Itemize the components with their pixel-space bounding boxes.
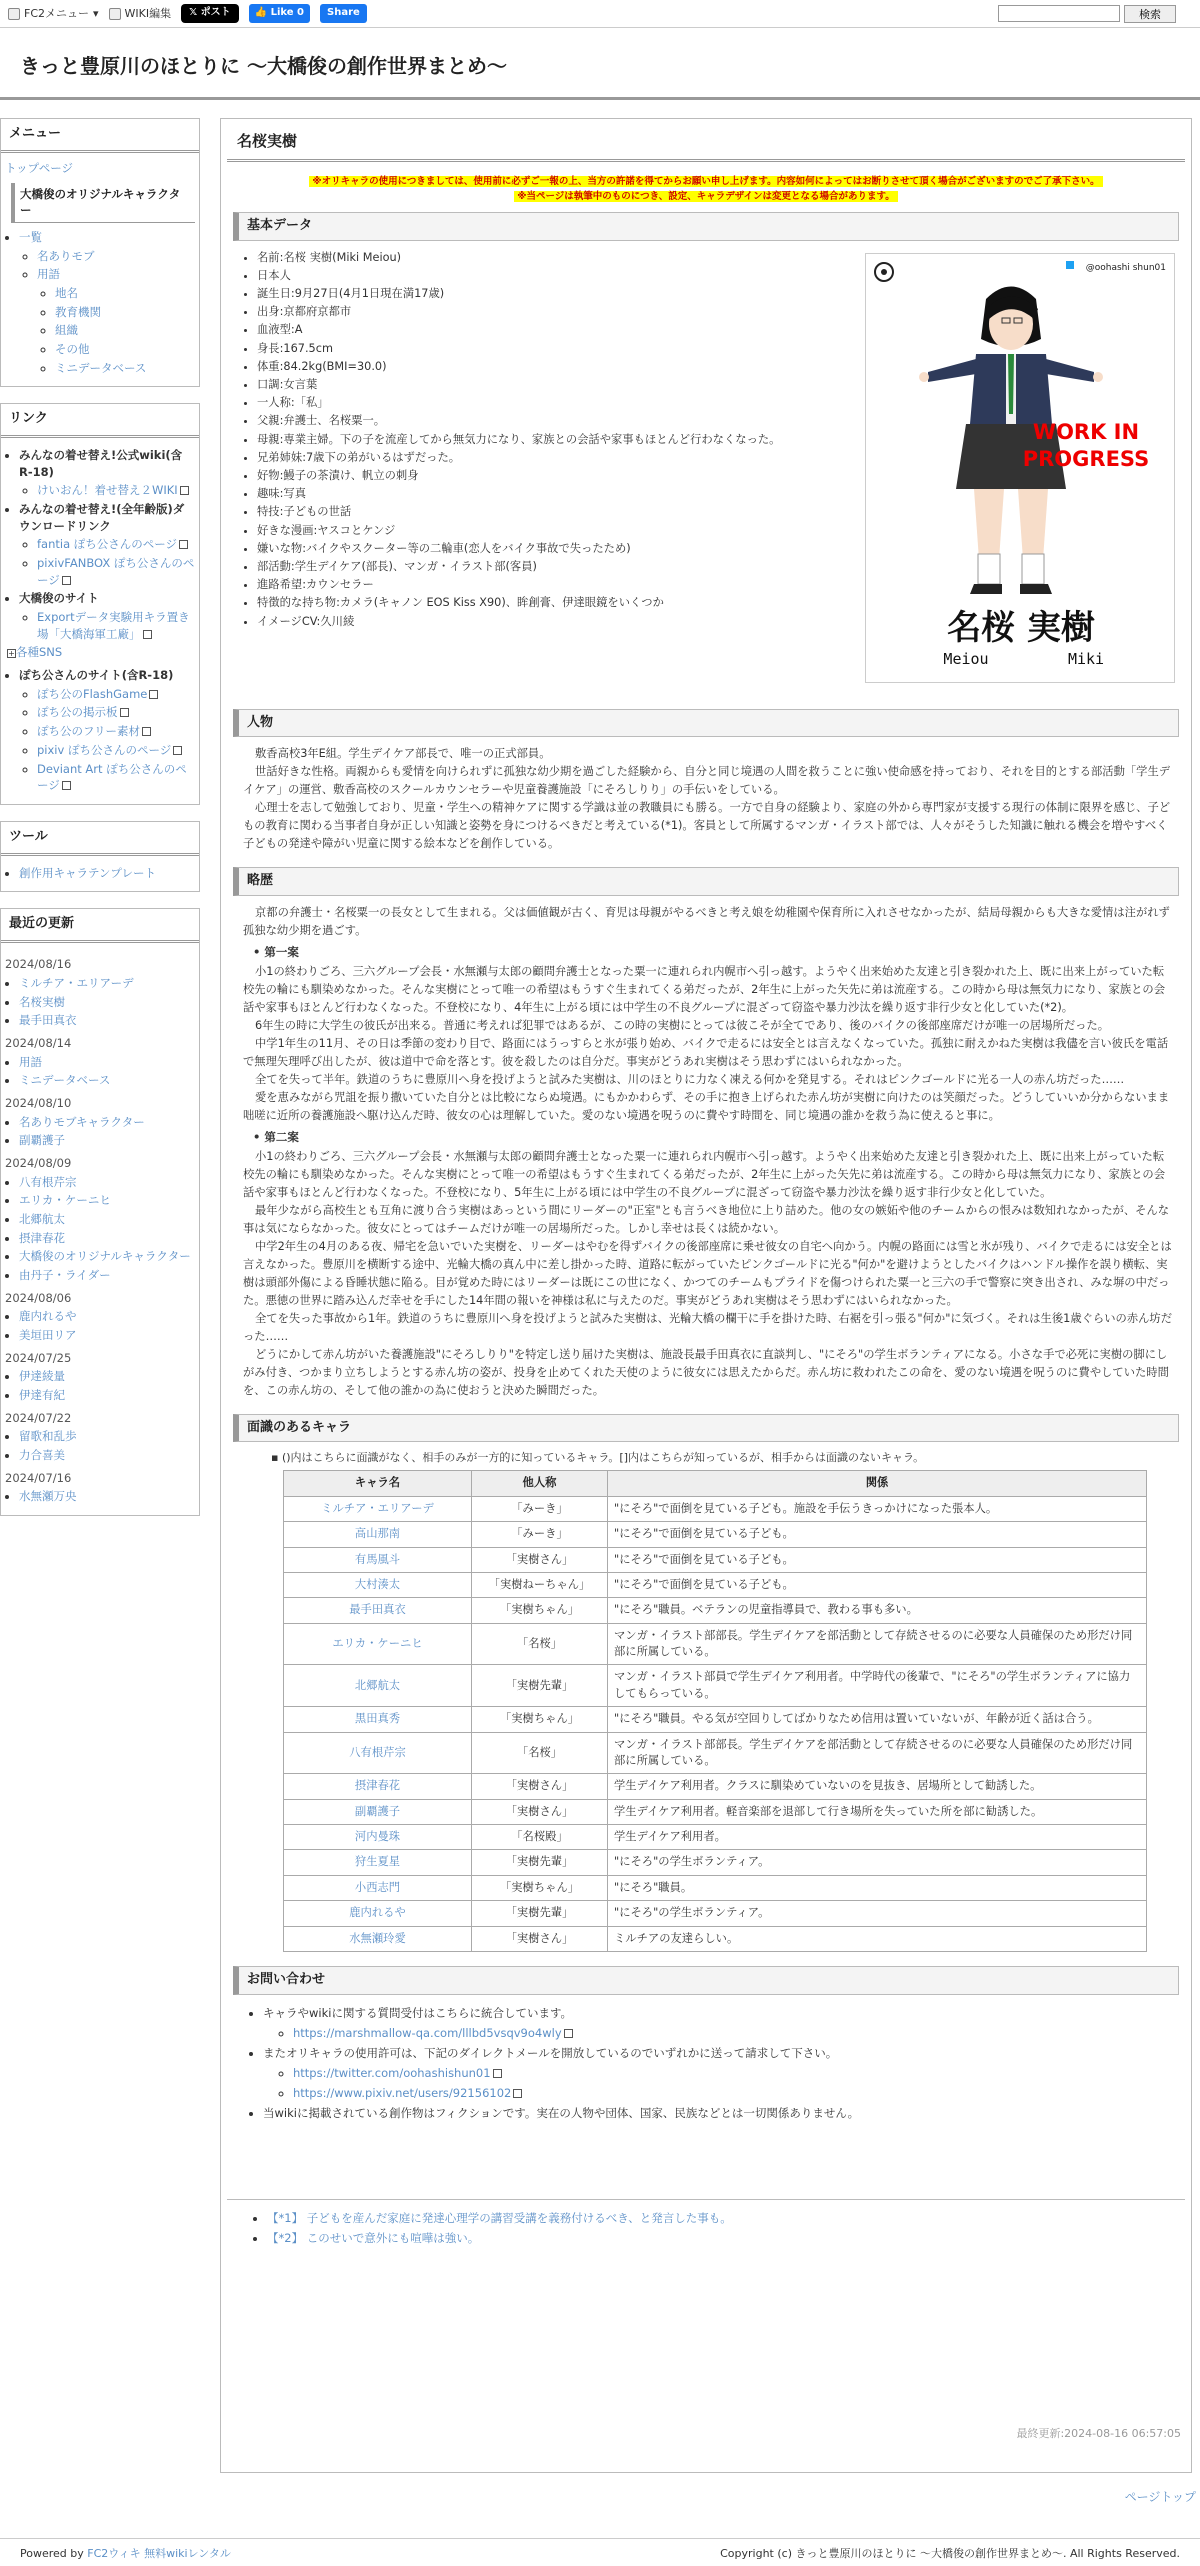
name-calligraphy: 名桜 実樹	[947, 607, 1095, 648]
call-name-cell: 「実樹先輩」	[472, 1901, 608, 1926]
relation-cell: 学生デイケア利用者。クラスに馴染めていないのを見抜き、居場所として勧誘した。	[608, 1774, 1147, 1799]
external-link-icon	[173, 746, 182, 755]
relation-cell: "にそろ"で面倒を見ている子ども。	[608, 1522, 1147, 1547]
fc2-wiki-link[interactable]: FC2ウィキ 無料wikiレンタル	[87, 2547, 231, 2560]
search-input[interactable]	[998, 5, 1120, 22]
link-export[interactable]: Exportデータ実験用キラ置き場「大橋海軍工廠」	[37, 610, 190, 641]
basic-data-item: • 日本人	[257, 267, 1185, 285]
relation-cell: "にそろ"職員。やる気が空回りしてばかりなため信用は置いていないが、年齢が近く話は合う。	[608, 1707, 1147, 1732]
external-link-icon	[142, 727, 151, 736]
character-cell	[284, 1850, 472, 1875]
recent-items	[5, 1368, 195, 1403]
call-name-cell: 「名桜」	[472, 1732, 608, 1774]
table-row	[284, 1901, 1147, 1926]
footnotes	[247, 2208, 1185, 2248]
basic-data-item: • 好きな漫画:ヤスコとケンジ	[257, 522, 1185, 540]
recent-item-link[interactable]: 留歌和乱歩	[19, 1429, 77, 1444]
contact-section	[227, 2003, 1185, 2123]
footnote-1[interactable]: 【*1】 子どもを産んだ家庭に発達心理学の講習受講を義務付けるべき、と発言した事も。	[267, 2210, 732, 2225]
character-cell	[284, 1799, 472, 1824]
basic-data-item: • 口調:女言葉	[257, 376, 1185, 394]
table-row	[284, 1825, 1147, 1850]
basic-data-item: • 身長:167.5cm	[257, 340, 1185, 358]
recent-items	[5, 975, 195, 1029]
character-link[interactable]: 小西志門	[354, 1880, 401, 1894]
character-cell	[284, 1732, 472, 1774]
external-link-icon	[493, 2069, 502, 2078]
thumbs-up-icon: 👍	[254, 7, 268, 19]
external-link-icon	[120, 708, 129, 717]
basic-data-item: • 嫌いな物:バイクやスクーター等の二輪車(恋人をバイク事故で失ったため)	[257, 540, 1185, 558]
table-row	[284, 1522, 1147, 1547]
link-group-3: 大橋俊のサイト	[19, 591, 99, 606]
history-para: 小1の終わりごろ、三六グループ会長・水無瀬与太郎の顧問弁護士となった粟一に連れられ内幌市へ引っ越す。ようやく出来始めた友達と引き裂かれた上、既に出来上がっていた転校先の輪にも馴染めなかった。そんな実樹にとって唯一の希望はもうすぐ生まれてくる弟だったが、2年生に上がった矢先に弟は流産する。この時から母は無気力になり、家族との会話や家事もほとんど行わなくなった。不登校になり、4年生に上がる頃には中学生の不良グループに混ざって窃盗や暴力沙汰を繰り返す非行少女と化していた(*2)。	[243, 964, 1166, 1014]
contact-item-3: • 当wikiに掲載されている創作物はフィクションです。実在の人物や団体、国家、民族などとは一切関係ありません。	[263, 2103, 1185, 2123]
menu-link-org[interactable]: 組織	[55, 323, 78, 338]
history-para: 全てを失った事故から1年。鉄道のうちに豊原川へ身を投げようと試みた実樹は、光輪大橋の欄干に手を掛けた時、右裾を引っ張る"何か"に気づく。それは生後1歳ぐらいの赤ん坊だった……	[243, 1311, 1173, 1343]
footnote-2[interactable]: 【*2】 このせいで意外にも喧嘩は強い。	[267, 2230, 480, 2245]
relation-cell: マンガ・イラスト部員で学生デイケア利用者。中学時代の後輩で、"にそろ"の学生ボランティアに協力してもらっている。	[608, 1665, 1147, 1707]
contact-item-1: • キャラやwikiに関する質問受付はこちらに統合しています。	[263, 2003, 1185, 2023]
basic-data-item: • 一人称:「私」	[257, 394, 1185, 412]
character-cell	[284, 1707, 472, 1732]
recent-item-link[interactable]: 用語	[19, 1054, 42, 1069]
character-illustration	[866, 254, 1176, 684]
character-link[interactable]: ミルチア・エリアーデ	[321, 1501, 434, 1515]
basic-data-item: • 名前:名桜 実樹(Miki Meiou)	[257, 249, 1185, 267]
table-header-call: 他人称	[472, 1471, 608, 1496]
recent-item-link[interactable]: ミニデータベース	[19, 1073, 111, 1088]
basic-data-item: • 好物:鰻子の茶漬け、帆立の刺身	[257, 467, 1185, 485]
contact-heading: お問い合わせ	[233, 1966, 1179, 1995]
relations-table	[283, 1470, 1147, 1952]
menu-box	[0, 118, 200, 387]
character-link[interactable]: 摂津春花	[354, 1779, 401, 1793]
relation-cell: "にそろ"で面倒を見ている子ども。	[608, 1572, 1147, 1597]
call-name-cell: 「実樹ねーちゃん」	[472, 1572, 608, 1597]
name-romaji-1: Meiou	[943, 649, 989, 668]
basic-data-item: • 趣味:写真	[257, 485, 1185, 503]
basic-data-item: • 出身:京都府京都市	[257, 303, 1185, 321]
tools-heading: ツール	[1, 822, 199, 856]
page-title: 名桜実樹	[227, 125, 1185, 162]
crest-icon	[875, 263, 893, 281]
tool-template-link[interactable]: 創作用キャラテンプレート	[19, 865, 156, 880]
recent-items	[5, 1054, 195, 1089]
history-para: 中学1年生の11月、その日は季節の変わり目で、路面にはうっすらと氷が張り始め、バイクで走るには安全とは言えなくなっていた。孤独に耐えかねた実樹は我儘を言い彼氏を電話で無理矢理呼び出したが、彼は道中で命を落とす。彼を殺したのは自分だ。事実がどうあれ実樹はそう思わずにはいられなかった。	[243, 1036, 1169, 1068]
recent-date: 2024/08/14	[5, 1035, 72, 1050]
relations-note: ▪ ()内はこちらに面識がなく、相手のみが一方的に知っているキャラ。[]内はこちらが知っているが、相手からは面識のないキャラ。	[271, 1451, 925, 1465]
basic-data-item: • 体重:84.2kg(BMI=30.0)	[257, 358, 1185, 376]
recent-item-link[interactable]: 名ありモブキャラクター	[19, 1114, 145, 1129]
link-fantia[interactable]: fantia ぽち公さんのページ	[37, 537, 178, 552]
recent-items	[5, 1174, 195, 1284]
external-link-icon	[62, 781, 71, 790]
person-para-2: 世話好きな性格。両親からも愛情を向けられずに孤独な幼少期を過ごした経験から、自分と同じ境遇の人間を救うことに強い使命感を持っており、それを目的とする部活動「学生デイケア」の運営、敷香高校のスクールカウンセラーや児童養護施設「にそろしりり」の手伝いをしている。	[243, 765, 1171, 797]
table-row	[284, 1732, 1147, 1774]
footer	[0, 2538, 1200, 2566]
character-link[interactable]: 八有根芹宗	[349, 1745, 406, 1759]
table-row	[284, 1875, 1147, 1900]
last-updated: 最終更新:2024-08-16 06:57:05	[1016, 2427, 1181, 2441]
link-group-2: みんなの着せ替え!(全年齢版)ダウンロードリンク	[19, 502, 185, 533]
menu-link-mob[interactable]: 名ありモブ	[37, 248, 95, 263]
menu-link-minidb[interactable]: ミニデータベース	[55, 360, 147, 375]
link-fanbox[interactable]: pixivFANBOX ぽち公さんのページ	[37, 556, 195, 587]
character-cell	[284, 1623, 472, 1665]
basic-data-item: • 部活動:学生デイケア(部長)、マンガ・イラスト部(客員)	[257, 558, 1185, 576]
menu-link-place[interactable]: 地名	[55, 285, 78, 300]
basic-data-item: • 進路希望:カウンセラー	[257, 576, 1185, 594]
history-para: 中学2年生の4月のある夜、帰宅を急いでいた実樹を、リーダーはやむを得ずバイクの後部座席に乗せ彼女の自宅へ向かう。内幌の路面には雪と氷が残り、バイクで走るには安全とは言えなかった。豊原川を横断する途中、光輪大橋の真ん中に差し掛かった時、道路に転がっていたピンクゴールドに光る"何か"を避けようとしたバイクはハンドル操作を誤り横転、実樹は頭部外傷による昏睡状態に陥る。目が覚めた時にはリーダーは既にこの世になく、かつてのチームもプライドを傷つけられた粟一と三六の手で警察に突き出され、みな塀の中だった。悪徳の世界に踏み込んだ幸せを手にした14年間の報いを神様は私に与えたのだ。事実がどうあれ実樹はそう思わずにはいられなかった。	[243, 1239, 1172, 1307]
collapse-icon[interactable]: +	[8, 649, 15, 659]
recent-date: 2024/08/06	[5, 1290, 72, 1305]
relation-cell: "にそろ"の学生ボランティア。	[608, 1850, 1147, 1875]
table-row	[284, 1850, 1147, 1875]
table-header-relation: 関係	[608, 1471, 1147, 1496]
link-deviantart[interactable]: Deviant Art ぽち公さんのページ	[37, 761, 187, 793]
wip-text-2: PROGRESS	[1022, 446, 1150, 471]
x-icon: 𝕏	[189, 7, 198, 19]
table-row	[284, 1665, 1147, 1707]
external-link-icon	[62, 576, 71, 585]
twitter-link[interactable]: https://twitter.com/oohashishun01	[293, 2065, 491, 2080]
basic-data-item: • 母親:専業主婦。下の子を流産してから無気力になり、家族との会話や家事もほとんど行わなくなった。	[257, 431, 1185, 449]
recent-date: 2024/08/16	[5, 957, 72, 972]
character-cell	[284, 1547, 472, 1572]
recent-items	[5, 1114, 195, 1149]
relation-cell: 学生デイケア利用者。	[608, 1825, 1147, 1850]
character-cell	[284, 1901, 472, 1926]
character-image	[865, 253, 1175, 683]
call-name-cell: 「みーき」	[472, 1522, 608, 1547]
marshmallow-link[interactable]: https://marshmallow-qa.com/lllbd5vsqv9o4wly	[293, 2025, 562, 2040]
call-name-cell: 「実樹さん」	[472, 1774, 608, 1799]
call-name-cell: 「みーき」	[472, 1496, 608, 1521]
relation-cell: 学生デイケア利用者。軽音楽部を退部して行き場所を失っていた所を部に勧誘した。	[608, 1799, 1147, 1824]
basic-data-item: • 特徴的な持ち物:カメラ(キャノン EOS Kiss X90)、眸創膏、伊達眼鏡をいくつか	[257, 594, 1185, 612]
table-row	[284, 1926, 1147, 1951]
recent-item-link[interactable]: 摂津春花	[19, 1230, 65, 1245]
recent-list	[1, 947, 199, 1515]
character-cell	[284, 1774, 472, 1799]
character-cell	[284, 1825, 472, 1850]
recent-item-link[interactable]: 力合喜美	[19, 1448, 65, 1462]
call-name-cell: 「名桜」	[472, 1623, 608, 1665]
character-cell	[284, 1598, 472, 1623]
recent-item-link[interactable]: ミルチア・エリアーデ	[19, 975, 134, 990]
relation-cell: ミルチアの友達らしい。	[608, 1926, 1147, 1951]
wiki-edit-button[interactable]: WIKI編集	[109, 6, 172, 22]
person-para-1: 敷香高校3年E組。学生デイケア部長で、唯一の正式部員。	[255, 747, 551, 761]
character-cell	[284, 1496, 472, 1521]
call-name-cell: 「名桜殿」	[472, 1825, 608, 1850]
table-header-name: キャラ名	[284, 1471, 472, 1496]
name-romaji-2: Miki	[1067, 649, 1105, 668]
recent-items	[5, 1308, 195, 1343]
basic-data-section	[227, 249, 1185, 701]
wip-text-1: WORK IN	[1032, 419, 1140, 444]
recent-item-link[interactable]: 八有根芹宗	[19, 1174, 77, 1189]
search-button[interactable]: 検索	[1124, 5, 1176, 23]
history-para: 小1の終わりごろ、三六グループ会長・水無瀬与太郎の顧問弁護士となった粟一に連れられ内幌市へ引っ越す。ようやく出来始めた友達と引き裂かれた上、既に出来上がっていた転校先の輪にも馴染めなかった。そんな実樹にとって唯一の希望はもうすぐ生まれてくる弟だったが、2年生に上がった矢先に弟は流産する。この時から母は無気力になり、家族との会話や家事もほとんど行わなくなった。不登校になり、5年生に上がる頃には中学生の不良グループに混ざって窃盗や暴力沙汰を繰り返す非行少女と化していた。	[243, 1149, 1166, 1199]
social-handle: @oohashi shun01	[1085, 262, 1166, 273]
relation-cell: マンガ・イラスト部部長。学生デイケアを部活動として存続させるのに必要な人員確保のため形だけ同部に所属している。	[608, 1623, 1147, 1665]
recent-item-link[interactable]: 鹿内れるや	[19, 1309, 77, 1324]
page-top-link[interactable]: ページトップ	[1124, 2490, 1196, 2504]
contact-item-2: • またオリキャラの使用許可は、下記のダイレクトメールを開放しているのでいずれかに送って請求して下さい。	[263, 2043, 1185, 2063]
link-pixiv[interactable]: pixiv ぽち公さんのページ	[37, 742, 172, 757]
link-free[interactable]: ぽち公のフリー素材	[37, 724, 141, 739]
character-link[interactable]: 副覇護子	[354, 1804, 401, 1818]
basic-data-item: • イメージCV:久川綾	[257, 613, 1185, 631]
call-name-cell: 「実樹先輩」	[472, 1850, 608, 1875]
external-link-icon	[143, 630, 152, 639]
table-row	[284, 1623, 1147, 1665]
relation-cell: "にそろ"の学生ボランティア。	[608, 1901, 1147, 1926]
history-para: 全てを失って半年。鉄道のうちに豊原川へ身を投げようと試みた実樹は、川のほとりに力なく凍える何かを発見する。それはピンクゴールドに光る一人の赤ん坊だった……	[255, 1072, 1125, 1086]
basic-data-heading: 基本データ	[233, 212, 1179, 241]
table-row	[284, 1707, 1147, 1732]
character-cell	[284, 1875, 472, 1900]
recent-date: 2024/07/25	[5, 1350, 72, 1365]
character-link[interactable]: 高山那南	[354, 1527, 401, 1541]
links-box	[0, 403, 200, 805]
recent-item-link[interactable]: 北郷航太	[19, 1211, 65, 1226]
person-heading: 人物	[233, 709, 1179, 738]
fc2-icon	[8, 8, 20, 20]
table-row	[284, 1774, 1147, 1799]
recent-items	[5, 1428, 195, 1463]
basic-data-item: • 特技:子どもの世話	[257, 503, 1185, 521]
sidebar	[0, 118, 200, 1532]
character-link[interactable]: エリカ・ケーニヒ	[332, 1636, 423, 1650]
plan-2-heading: • 第二案	[253, 1129, 299, 1144]
external-link-icon	[149, 690, 158, 699]
character-cell	[284, 1665, 472, 1707]
plan-2-body	[227, 1148, 1185, 1400]
copyright: Copyright (c) きっと豊原川のほとりに 〜大橋俊の創作世界まとめ〜. All Rights Reserved.	[720, 2547, 1180, 2560]
tools-box	[0, 821, 200, 893]
character-link[interactable]: 大村湊太	[354, 1577, 401, 1591]
table-row	[284, 1496, 1147, 1521]
character-cell	[284, 1572, 472, 1597]
facebook-share-button[interactable]: Share	[320, 4, 367, 23]
recent-date: 2024/08/10	[5, 1095, 72, 1110]
call-name-cell: 「実樹ちゃん」	[472, 1598, 608, 1623]
search-form	[998, 5, 1176, 23]
history-para: 6年生の時に大学生の彼氏が出来る。普通に考えれば犯罪ではあるが、この時の実樹にとっては彼こそが全てであり、後のバイクの後部座席だけが唯一の居場所だった。	[255, 1018, 1110, 1032]
warning-2: ※当ページは執筆中のものにつき、設定、キャラデザインは変更となる場合があります。	[227, 189, 1185, 204]
basic-data-item: • 誕生日:9月27日(4月1日現在満17歳)	[257, 285, 1185, 303]
relation-cell: "にそろ"で面倒を見ている子ども。	[608, 1547, 1147, 1572]
recent-date: 2024/07/16	[5, 1470, 72, 1485]
edit-icon	[109, 8, 121, 20]
character-cell	[284, 1522, 472, 1547]
relation-cell: "にそろ"職員。	[608, 1875, 1147, 1900]
history-intro: 京都の弁護士・名桜粟一の長女として生まれる。父は価値観が古く、育児は母親がやるべきと考え娘を幼稚園や保育所に入れさせなかったが、結局母親からも大きな愛情は注がれず孤独な幼少期を過ごす。	[243, 906, 1170, 938]
warning-1: ※オリキャラの使用につきましては、使用前に必ずご一報の上、当方の許諾を得てからお願い申し上げます。内容如何によってはお断りさせて頂く場合がございますのでご了承下さい。	[227, 174, 1185, 189]
recent-date: 2024/07/22	[5, 1410, 72, 1425]
history-para: 最年少ながら高校生とも互角に渡り合う実樹はあっという間にリーダーの"正室"とも言うべき地位に上り詰めた。他の女の嫉妬や他のチームからの恨みは数知れなかったが、そんな事は気にならなかった。彼女にとってはチームだけが唯一の居場所だった。しかし幸せは長くは続かない。	[243, 1203, 1170, 1235]
external-link-icon	[179, 540, 188, 549]
call-name-cell: 「実樹さん」	[472, 1799, 608, 1824]
character-link[interactable]: 最手田真衣	[349, 1603, 406, 1617]
call-name-cell: 「実樹さん」	[472, 1926, 608, 1951]
relation-cell: "にそろ"職員。ベテランの児童指導員で、教わる事も多い。	[608, 1598, 1147, 1623]
x-logo-icon	[1066, 261, 1074, 269]
character-cell	[284, 1926, 472, 1951]
link-keion[interactable]: けいおん！着せ替え２WIKI	[37, 483, 178, 498]
recent-item-link[interactable]: エリカ・ケーニヒ	[19, 1193, 111, 1208]
site-title[interactable]: きっと豊原川のほとりに 〜大橋俊の創作世界まとめ〜	[0, 28, 1200, 100]
table-row	[284, 1547, 1147, 1572]
external-link-icon	[180, 486, 189, 495]
menu-link-school[interactable]: 教育機関	[55, 304, 101, 319]
relations-heading: 面識のあるキャラ	[233, 1414, 1179, 1443]
recent-date: 2024/08/09	[5, 1155, 72, 1170]
menu-link-other[interactable]: その他	[55, 341, 90, 356]
character-link[interactable]: 狩生夏星	[354, 1855, 401, 1869]
relation-cell: マンガ・イラスト部部長。学生デイケアを部活動として存続させるのに必要な人員確保のため形だけ同部に所属している。	[608, 1732, 1147, 1774]
basic-data-item: • 父親:弁護士、名桜粟一。	[257, 412, 1185, 430]
powered-by: Powered by FC2ウィキ 無料wikiレンタル	[20, 2547, 231, 2560]
call-name-cell: 「実樹ちゃん」	[472, 1707, 608, 1732]
recent-box	[0, 908, 200, 1516]
recent-item-link[interactable]: 副覇護子	[19, 1133, 65, 1148]
basic-data-item: • 兄弟姉妹:7歳下の弟がいるはずだった。	[257, 449, 1185, 467]
plan-1-heading: • 第一案	[253, 945, 299, 960]
character-link[interactable]: 北郷航太	[354, 1678, 401, 1692]
history-para: 愛を恵みながら咒詛を振り撒いていた自分とは比較にならぬ境遇。にもかかわらず、その手に抱き上げられた赤ん坊が実樹に向けたのは笑顔だった。どうしていいか分からないまま咄嗟に近所の養護施設へ駆け込んだ時、彼女の心は理解していた。愛のない境遇を呪うのに費やす時間を、同じ境遇の誰かを救う為に使えると事に。	[243, 1090, 1170, 1122]
table-row	[284, 1799, 1147, 1824]
person-para-3: 心理士を志して勉強しており、児童・学生への精神ケアに関する学識は並の教職員にも勝る。一方で自身の経験より、家庭の外から専門家が支援する現行の体制に限界を感じ、子どもの教育に関わる当事者自身が正しい知識と姿勢を身につけるべきだと考えている(*1)。客員として所属するマンガ・イラスト部では、人々がそうした知識に触れる機会を増やすべく子どもの発達や障がい児童に関する絵本などを創作している。	[243, 801, 1171, 851]
table-row	[284, 1598, 1147, 1623]
character-link[interactable]: 水無瀬玲愛	[349, 1931, 406, 1945]
history-para: どうにかして赤ん坊がいた養護施設"にそろしりり"を特定し送り届けた実樹は、施設長最手田真衣に直談判し、"にそろ"の学生ボランティアになる。小さな手で必死に実樹の脚にしがみ付き、つかまり立ちしようとする赤ん坊の姿が、投身を止めてくれた天使のように彼女には思えたからだ。赤ん坊に救われたこの命を、愛のない境遇を呪うのに費やしていた時間を、この赤ん坊の、そして他の誰かの為に使おうと決めた瞬間だった。	[243, 1347, 1169, 1397]
top-page-link[interactable]: トップページ	[5, 160, 73, 175]
external-link-icon	[513, 2089, 522, 2098]
fc2-menu-button[interactable]: FC2メニュー ▾	[8, 6, 99, 22]
facebook-like-button[interactable]: 👍 Like 0	[249, 4, 310, 23]
history-heading: 略歴	[233, 867, 1179, 896]
menu-link-terms[interactable]: 用語	[37, 267, 60, 282]
recent-item-link[interactable]: 大橋俊のオリジナルキャラクター	[19, 1249, 191, 1264]
character-link[interactable]: 鹿内れるや	[349, 1906, 406, 1920]
recent-item-link[interactable]: 由丹子・ライダー	[19, 1267, 111, 1282]
recent-item-link[interactable]: 名桜実樹	[19, 994, 65, 1009]
link-bbs[interactable]: ぽち公の掲示板	[37, 705, 118, 720]
main-content	[220, 118, 1192, 2473]
person-section	[227, 745, 1185, 853]
menu-heading: メニュー	[1, 119, 199, 153]
character-link[interactable]: 河内曼珠	[354, 1830, 401, 1844]
recent-item-link[interactable]: 最手田真衣	[19, 1013, 77, 1028]
external-link-icon	[564, 2029, 573, 2038]
plan-1-body	[227, 963, 1185, 1125]
call-name-cell: 「実樹ちゃん」	[472, 1875, 608, 1900]
table-row	[284, 1572, 1147, 1597]
relation-cell: "にそろ"で面倒を見ている子ども。施設を手伝うきっかけになった張本人。	[608, 1496, 1147, 1521]
recent-items	[5, 1488, 195, 1505]
link-sns[interactable]: 各種SNS	[16, 645, 63, 660]
recent-item-link[interactable]: 伊達有紀	[19, 1387, 65, 1402]
call-name-cell: 「実樹さん」	[472, 1547, 608, 1572]
link-flashgame[interactable]: ぽち公のFlashGame	[37, 686, 148, 701]
recent-item-link[interactable]: 水無瀬万央	[19, 1489, 77, 1504]
recent-item-link[interactable]: 美垣田リア	[19, 1327, 77, 1342]
link-group-4: ぽち公さんのサイト(含R-18)	[19, 668, 174, 683]
link-group-1: みんなの着せ替え!公式wiki(含R-18)	[19, 448, 183, 479]
recent-item-link[interactable]: 伊達綾量	[19, 1369, 65, 1384]
menu-link-list[interactable]: 一覧	[19, 229, 42, 244]
basic-data-item: • 血液型:A	[257, 321, 1185, 339]
history-section	[227, 904, 1185, 1399]
pixiv-link[interactable]: https://www.pixiv.net/users/92156102	[293, 2085, 512, 2100]
call-name-cell: 「実樹先輩」	[472, 1665, 608, 1707]
character-link[interactable]: 有馬風斗	[354, 1552, 401, 1566]
character-link[interactable]: 黒田真秀	[354, 1712, 401, 1726]
links-heading: リンク	[1, 404, 199, 438]
recent-heading: 最近の更新	[1, 909, 199, 943]
orig-chars-heading: 大橋俊のオリジナルキャラクター	[11, 183, 195, 223]
x-post-button[interactable]: 𝕏 ポスト	[181, 4, 239, 23]
